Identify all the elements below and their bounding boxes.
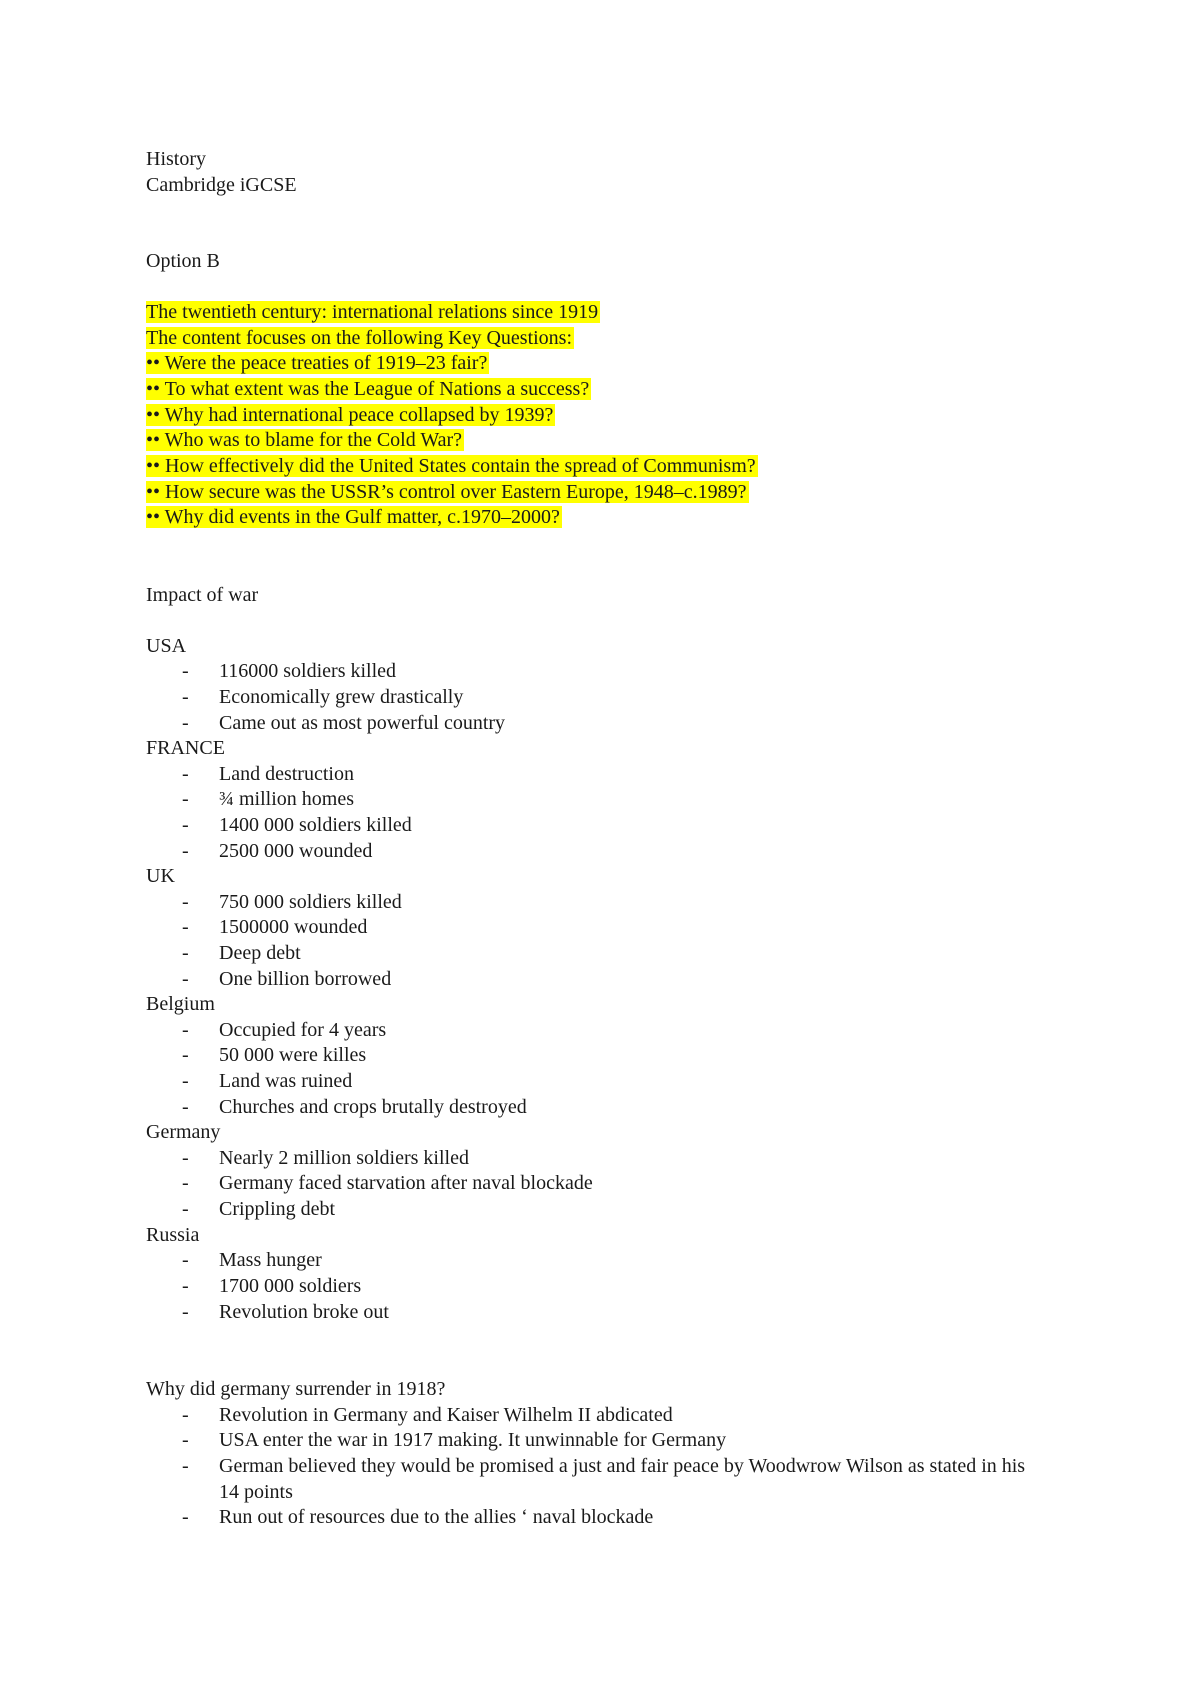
dash-marker: - xyxy=(182,1147,189,1169)
key-question xyxy=(146,427,464,453)
dash-marker: - xyxy=(182,942,189,964)
country-name: UK xyxy=(146,865,175,887)
bullet-icon: •• xyxy=(146,481,161,503)
dash-marker: - xyxy=(182,1301,189,1323)
key-question xyxy=(146,479,749,505)
dash-marker: - xyxy=(182,686,189,708)
country-name: FRANCE xyxy=(146,737,225,759)
key-question-text: To what extent was the League of Nations a success? xyxy=(164,378,590,400)
dash-marker: - xyxy=(182,1096,189,1118)
dash-marker: - xyxy=(182,968,189,990)
bullet-icon: •• xyxy=(146,506,161,528)
key-question-text: Why did events in the Gulf matter, c.1970–2000? xyxy=(164,506,560,528)
dash-marker: - xyxy=(182,840,189,862)
key-question-text: Were the peace treaties of 1919–23 fair? xyxy=(164,352,488,374)
dash-marker: - xyxy=(182,1506,189,1528)
list-item: - 116000 soldiers killed xyxy=(182,660,397,682)
bullet-icon: •• xyxy=(146,404,161,426)
list-item: - USA enter the war in 1917 making. It unwinnable for Germany xyxy=(182,1429,727,1451)
key-question xyxy=(146,453,758,479)
list-item: - Occupied for 4 years xyxy=(182,1019,387,1041)
list-item: - Crippling debt xyxy=(182,1198,336,1220)
key-question-text: How effectively did the United States contain the spread of Communism? xyxy=(165,455,756,477)
key-question-text: Who was to blame for the Cold War? xyxy=(164,429,463,451)
syllabus-title xyxy=(146,299,600,325)
subject-title: History xyxy=(146,148,206,170)
list-item: - One billion borrowed xyxy=(182,968,392,990)
list-item: - Land destruction xyxy=(182,763,354,785)
list-item: - Deep debt xyxy=(182,942,301,964)
list-item: - Germany faced starvation after naval blockade xyxy=(182,1172,593,1194)
syllabus-intro xyxy=(146,325,574,351)
country-name: Germany xyxy=(146,1121,221,1143)
list-item-wrapped: German believed they would be promised a just and fair peace by Woodwrow Wilson as stated in his 14 points xyxy=(219,1455,1026,1503)
list-item: - 2500 000 wounded xyxy=(182,840,373,862)
bullet-icon: •• xyxy=(146,352,161,374)
list-item: - ¾ million homes xyxy=(182,788,354,810)
country-name: Belgium xyxy=(146,993,215,1015)
syllabus-intro-text: The content focuses on the following Key Questions: xyxy=(146,327,573,349)
key-question xyxy=(146,504,562,530)
dash-marker: - xyxy=(182,814,189,836)
key-question-text: How secure was the USSR’s control over Eastern Europe, 1948–c.1989? xyxy=(165,481,747,503)
dash-marker: - xyxy=(182,1404,189,1426)
list-item: - Mass hunger xyxy=(182,1249,322,1271)
list-item: - 1700 000 soldiers xyxy=(182,1275,362,1297)
list-item: - Nearly 2 million soldiers killed xyxy=(182,1147,469,1169)
key-question xyxy=(146,402,555,428)
key-question xyxy=(146,376,591,402)
dash-marker: - xyxy=(182,1455,189,1477)
impact-heading: Impact of war xyxy=(146,584,259,606)
dash-marker: - xyxy=(182,1198,189,1220)
list-item: - Came out as most powerful country xyxy=(182,712,506,734)
list-item: - Land was ruined xyxy=(182,1070,353,1092)
dash-marker: - xyxy=(182,763,189,785)
dash-marker: - xyxy=(182,891,189,913)
list-item: - Revolution in Germany and Kaiser Wilhelm II abdicated xyxy=(182,1404,673,1426)
dash-marker: - xyxy=(182,660,189,682)
dash-marker: - xyxy=(182,1172,189,1194)
country-name: USA xyxy=(146,635,187,657)
option-label: Option B xyxy=(146,250,220,272)
key-question-text: Why had international peace collapsed by 1939? xyxy=(164,404,554,426)
list-item: - Economically grew drastically xyxy=(182,686,464,708)
list-item: - Run out of resources due to the allies ‘ naval blockade xyxy=(182,1506,654,1528)
list-item: - 1400 000 soldiers killed xyxy=(182,814,412,836)
surrender-heading: Why did germany surrender in 1918? xyxy=(146,1378,446,1400)
list-item: - Revolution broke out xyxy=(182,1301,389,1323)
syllabus-title-text: The twentieth century: international relations since 1919 xyxy=(146,301,599,323)
dash-marker: - xyxy=(182,1070,189,1092)
bullet-icon: •• xyxy=(146,429,161,451)
list-item: - Churches and crops brutally destroyed xyxy=(182,1096,527,1118)
dash-marker: - xyxy=(182,1275,189,1297)
list-item: - 750 000 soldiers killed xyxy=(182,891,402,913)
dash-marker: - xyxy=(182,1019,189,1041)
dash-marker: - xyxy=(182,916,189,938)
key-question xyxy=(146,350,489,376)
dash-marker: - xyxy=(182,1429,189,1451)
course-title: Cambridge iGCSE xyxy=(146,174,297,196)
country-name: Russia xyxy=(146,1224,200,1246)
dash-marker: - xyxy=(182,1044,189,1066)
dash-marker: - xyxy=(182,788,189,810)
dash-marker: - xyxy=(182,712,189,734)
bullet-icon: •• xyxy=(146,378,161,400)
dash-marker: - xyxy=(182,1249,189,1271)
list-item: - 50 000 were killes xyxy=(182,1044,367,1066)
list-item: - 1500000 wounded xyxy=(182,916,368,938)
bullet-icon: •• xyxy=(146,455,161,477)
